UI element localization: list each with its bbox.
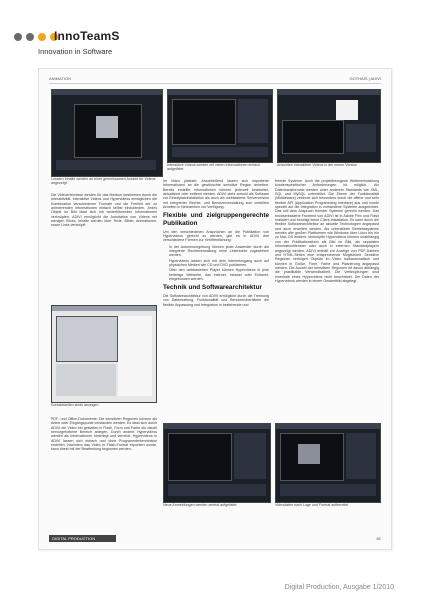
- column-3: fremde Systeme. Auch die projektbezogene Weiterentwicklung kundenspezifischer Anforderungen ist möglich. Als Datenbankformate werden unter anderem Standards wie XML, SQL und MySQL unterstützt. Die Ebene der Funktionalität (Middleware) zeichnet sich besonders durch die offene und sehr flexible API (Application Programming Interface) aus und wurde speziell auf die Integration in vorhandene Systeme ausgerichtet. Das soll dem Anspruch fremder Systeme gerecht werden. Das browserbasierte Frontend von ADIVI ist in Adobe Flex und Flash realisiert und benötigt keine Client-Installation. Es kann durch die flexible Softwarearchitektur an aktuelle Technologien angepasst und auch erweitert werden. Als unterstützte Betriebssysteme werden alle großen Plattformen wie Windows über Linux bis hin zu Mac OS bedient. Verknüpfte Hypervideos können unabhängig von der Publikationsform als Bild im Bild, als separaten Informationsfenster oder auch in externen Standardplayern angezeigt werden. ADIVI enthält zur Anzeige von PDF-Dateien und HTML-Seiten eine entsprechende Möglichkeit. Sensitive Regionen verfolgen Objekte im Video halbautomatisch und können in Größe, Form, Farbe und Platzierung angepasst werden. Die Anzahl der sensitiven Regionen ist davon abhängig die praktikable Verwendbarkeit. Die Verknüpfungen sind innerhalb eines Hypervideos nicht beschränkt. Die Daten der Hypervideos werden in einem Gesamtbild abgelegt.: [275, 179, 379, 283]
- publication-list-item: • Hypervideos lassen sich mit dem Internetzugang auch auf physischen Medien wie CD und DVD publizieren.: [169, 259, 269, 268]
- column-2: im Video platziert. Anschließend lassen sich importierte Informationen an die gewünschte sensitive Region anheften. Bereits erstellte Informationen können jederzeit bearbeitet, aktualisiert oder entfernt werden. ADIVI steht sowohl als Software zur Einzelplatzinstallation als auch als webbasierte Serverversion mit integrierter Rechte- und Benutzerverwaltung zum verteilten Arbeiten in Netzwerken zur Verfügung. Flexible und zielgruppengerechte Publikation Um den verschiedenen Ansprüchen an die Publikation von Hypervideos gerecht zu werden, gibt es in ADIVI drei verschiedene Formen zur Veröffentlichung: • In der Autorenumgebung können jeder Anwender durch die integrierte Rechteverwaltung reine Leserechte zugewiesen werden. • Hypervideos lassen sich mit dem Internetzugang auch auf physischen Medien wie CD und DVD publizieren. • Über den webbasierten Player können Hypervideos in jede beliebige Webseite, das Internet, Intranet oder Extranet, eingebunden werden. Technik und Softwarearchitektur Die Softwarearchitektur von ADIVI ermöglicht durch die Trennung von Datenhaltung, Funktionalität und Benutzeroberfläche die flexible Anpassung und Integration in bestehende und: [163, 179, 269, 409]
- column-1-bottom: PDF- und Office-Dokumente. Die sensitiven Regionen können als Anker oder Eingangspunkt verstanden werden. Es lässt sich durch ADIVI ein Video frei gestalten in Flash, Form und Farbe als visuell hervorgehobene Bereich anlegen. Durch andere Hypervideos werden als Informationen hinterlegt und vernetzt. Hypervideos in ADIVI lassen sich einfach und ohne Programmierkenntnisse erstellen. Nachdem das Video in Flash-Format exportiert wurde, kann direkt mit der Bearbeitung begonnen werden.: [51, 417, 157, 452]
- caption-bottom-right: Videodaten nach Lage und Format aufbereitet: [275, 503, 349, 507]
- caption-mid-left: Kontaktstellen sinds anzeigen: [51, 403, 99, 407]
- page-header: [49, 75, 381, 84]
- publication-list: [163, 245, 269, 282]
- logo-dot-gray-2: [26, 33, 34, 41]
- section-heading-technik: Technik und Softwarearchitektur: [163, 284, 262, 292]
- screenshot-top-left: [51, 89, 163, 177]
- page-footer: [49, 535, 381, 543]
- innoteams-logo: [8, 6, 228, 56]
- screenshot-top-mid: [167, 89, 273, 163]
- header-right: GOTHAIS | ADIVI: [349, 76, 381, 81]
- logo-dot-gray-1: [14, 33, 22, 41]
- footer-page-number: 81: [376, 536, 381, 541]
- section-heading-publication: Flexible und zielgruppengerechte Publikation: [163, 212, 269, 227]
- logo-dot-orange-1: [38, 33, 46, 41]
- brand-name: InnoTeamS: [54, 29, 120, 43]
- brand-tagline: Innovation in Software: [38, 47, 113, 56]
- caption-top-right: Ansichten interaktiver Videos in der neuen Version: [277, 163, 358, 167]
- caption-top-left: Lokalen Inhalte werden an einer gemeinsamen Ansicht für Videos angezeigt: [51, 177, 156, 186]
- caption-bottom-mid: Neue Anmeldungen werden zentral aufgelistet: [163, 503, 237, 507]
- publication-list-item: • In der Autorenumgebung können jeder Anwender durch die integrierte Rechteverwaltung reine Leserechte zugewiesen werden.: [169, 245, 269, 258]
- magazine-page: [38, 68, 392, 550]
- screenshot-bottom-mid: [163, 423, 271, 503]
- caption-top-mid: Interaktive Videos werden mit vielen Informationen einfach aufgelistet: [167, 163, 261, 172]
- source-caption: Digital Production, Ausgabe 1/2010: [284, 584, 394, 591]
- footer-section-label: DIGITAL PRODUCTION: [49, 535, 116, 542]
- column-1-top: Die Videoerlebnisse werden für das Medium bestimmen durch die Interaktivität. Interaktive Videos und Hypervideos ermöglichen die Kombination verschiedener Formate und die Freiheit der zu animierenden Informationen einfach selbst einzubinden. Jedes Objekt im Bild lässt sich mit weiterführenden Informationen verknüpfen. ADIVI ermöglicht die Annotation von Videos mit wenigen Klicks. Inhalte werden über Texte, Bilder, Animationen, sowie Links verknüpft.: [51, 193, 157, 228]
- screenshot-bottom-right: [275, 423, 381, 503]
- publication-list-item: • Über den webbasierten Player können Hypervideos in jede beliebige Webseite, das Internet, Intranet oder Extranet, eingebunden werden.: [169, 268, 269, 281]
- header-left: ANIMATION: [49, 76, 71, 81]
- screenshot-top-right: [277, 89, 381, 163]
- screenshot-mid-left: [51, 305, 157, 403]
